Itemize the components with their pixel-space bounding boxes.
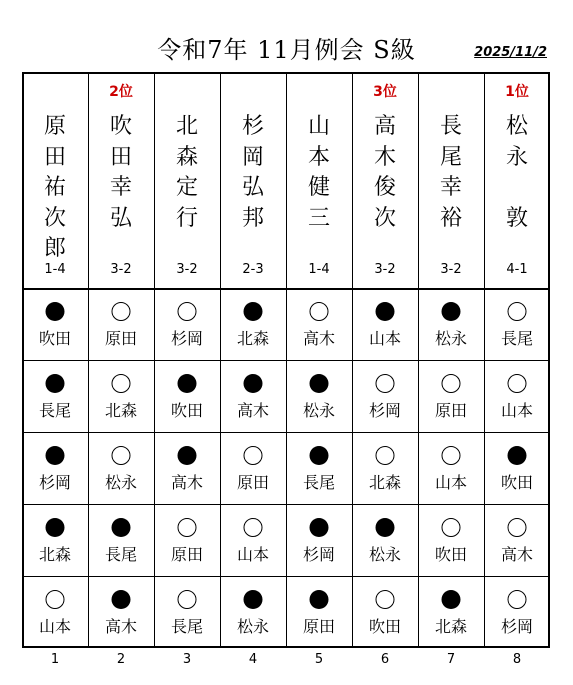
win-circle-icon: [178, 590, 197, 609]
player-name-char: 木: [373, 144, 396, 170]
loss-circle-icon: [46, 518, 65, 537]
opponent-name: 高木: [170, 473, 203, 492]
opponent-name: 原田: [170, 545, 203, 564]
loss-circle-icon: [442, 302, 461, 321]
player-score: 3-2: [440, 262, 462, 277]
player-name-char: 弘: [109, 205, 132, 231]
result-cell: [418, 504, 484, 576]
loss-circle-icon: [112, 590, 131, 609]
player-name-char: 次: [373, 205, 396, 231]
opponent-name: 長尾: [104, 545, 137, 564]
player-header: [484, 74, 550, 288]
player-header: [286, 74, 352, 288]
win-circle-icon: [112, 446, 131, 465]
result-cell: [220, 360, 286, 432]
player-name-char: 吹: [109, 114, 132, 139]
win-circle-icon: [376, 590, 395, 609]
player-name-char: 永: [505, 144, 528, 170]
win-circle-icon: [178, 518, 197, 537]
opponent-name: 長尾: [170, 617, 203, 636]
opponent-name: 杉岡: [368, 401, 401, 420]
opponent-name: 北森: [38, 545, 71, 564]
player-header: [418, 74, 484, 288]
result-cell: [484, 504, 550, 576]
opponent-name: 松永: [104, 473, 137, 492]
result-cell: [352, 360, 418, 432]
player-name-char: 定: [175, 175, 198, 200]
result-cell: [352, 504, 418, 576]
opponent-name: 原田: [104, 329, 137, 348]
opponent-name: 松永: [368, 545, 401, 564]
result-cell: [286, 360, 352, 432]
loss-circle-icon: [46, 446, 65, 465]
loss-circle-icon: [244, 590, 263, 609]
player-name-char: 北: [175, 114, 198, 139]
player-name: [220, 112, 286, 234]
opponent-name: 高木: [302, 329, 335, 348]
player-name-char: 杉: [241, 114, 264, 139]
player-score: 3-2: [374, 262, 396, 277]
column-number: 4: [248, 652, 258, 667]
opponent-name: 杉岡: [302, 545, 335, 564]
player-header: [88, 74, 154, 288]
player-header: [154, 74, 220, 288]
loss-circle-icon: [178, 374, 197, 393]
result-cell: [154, 504, 220, 576]
result-cell: [22, 504, 88, 576]
loss-circle-icon: [376, 302, 395, 321]
win-circle-icon: [112, 374, 131, 393]
opponent-name: 北森: [368, 473, 401, 492]
result-cell: [88, 288, 154, 360]
column-number: 3: [182, 652, 192, 667]
player-name-char: 敦: [505, 205, 528, 231]
player-name-char: 田: [109, 144, 132, 170]
player-name: [286, 112, 352, 234]
opponent-name: 松永: [302, 401, 335, 420]
player-name: [88, 112, 154, 234]
result-cell: [352, 432, 418, 504]
player-name-char: 邦: [241, 205, 264, 231]
player-name-char: 尾: [439, 144, 462, 170]
loss-circle-icon: [112, 518, 131, 537]
opponent-name: 吹田: [368, 617, 401, 636]
column-number: 1: [50, 652, 60, 667]
player-header: [22, 74, 88, 288]
result-cell: [418, 360, 484, 432]
player-name-char: 俊: [373, 175, 396, 200]
result-cell: [352, 288, 418, 360]
win-circle-icon: [376, 374, 395, 393]
opponent-name: 高木: [500, 545, 533, 564]
result-cell: [286, 432, 352, 504]
result-cell: [418, 432, 484, 504]
result-cell: [88, 360, 154, 432]
opponent-name: 北森: [236, 329, 269, 348]
opponent-name: 長尾: [38, 401, 71, 420]
opponent-name: 吹田: [170, 401, 203, 420]
result-cell: [220, 288, 286, 360]
opponent-name: 北森: [434, 617, 467, 636]
result-cell: [484, 288, 550, 360]
opponent-name: 長尾: [500, 329, 533, 348]
win-circle-icon: [46, 590, 65, 609]
result-cell: [88, 432, 154, 504]
player-name: [418, 112, 484, 234]
result-cell: [220, 432, 286, 504]
result-cell: [22, 288, 88, 360]
player-name-char: 山: [307, 114, 330, 139]
player-score: 3-2: [110, 262, 132, 277]
result-cell: [154, 360, 220, 432]
opponent-name: 高木: [236, 401, 269, 420]
loss-circle-icon: [310, 374, 329, 393]
win-circle-icon: [178, 302, 197, 321]
opponent-name: 杉岡: [500, 617, 533, 636]
result-cell: [154, 576, 220, 648]
player-name-char: 幸: [109, 175, 132, 200]
player-name: [352, 112, 418, 234]
column-number: 7: [446, 652, 456, 667]
result-cell: [484, 360, 550, 432]
loss-circle-icon: [46, 302, 65, 321]
event-date: 2025/11/2: [474, 45, 547, 60]
player-score: 3-2: [176, 262, 198, 277]
player-rank: 1位: [505, 84, 529, 100]
opponent-name: 山本: [38, 617, 71, 636]
player-name: [154, 112, 220, 234]
result-cell: [154, 288, 220, 360]
player-name: [22, 112, 88, 265]
player-name-char: 松: [505, 114, 528, 139]
opponent-name: 山本: [500, 401, 533, 420]
opponent-name: 北森: [104, 401, 137, 420]
player-score: 1-4: [308, 262, 330, 277]
loss-circle-icon: [244, 374, 263, 393]
win-circle-icon: [442, 374, 461, 393]
result-cell: [88, 504, 154, 576]
win-circle-icon: [508, 302, 527, 321]
loss-circle-icon: [376, 518, 395, 537]
result-cell: [418, 576, 484, 648]
column-number: 6: [380, 652, 390, 667]
player-name-char: 三: [307, 205, 330, 231]
loss-circle-icon: [178, 446, 197, 465]
loss-circle-icon: [310, 590, 329, 609]
opponent-name: 山本: [368, 329, 401, 348]
player-name-char: 長: [439, 114, 462, 139]
win-circle-icon: [508, 518, 527, 537]
win-circle-icon: [508, 374, 527, 393]
column-number: 5: [314, 652, 324, 667]
page-title: 令和7年 11月例会 S級: [157, 36, 416, 64]
column-number: 2: [116, 652, 126, 667]
result-cell: [286, 288, 352, 360]
result-cell: [220, 576, 286, 648]
player-name-char: 原: [43, 114, 66, 139]
player-name-char: 幸: [439, 175, 462, 200]
loss-circle-icon: [310, 446, 329, 465]
loss-circle-icon: [508, 446, 527, 465]
player-name-char: 裕: [439, 205, 462, 231]
win-circle-icon: [310, 302, 329, 321]
player-name-char: 岡: [241, 144, 264, 170]
player-name-char: 弘: [241, 175, 264, 200]
result-cell: [88, 576, 154, 648]
player-name-char: 森: [175, 144, 198, 170]
column-number: 8: [512, 652, 522, 667]
player-header: [352, 74, 418, 288]
opponent-name: 原田: [434, 401, 467, 420]
result-cell: [418, 288, 484, 360]
win-circle-icon: [508, 590, 527, 609]
player-score: 4-1: [506, 262, 528, 277]
opponent-name: 吹田: [38, 329, 71, 348]
player-name-char: 健: [307, 175, 330, 200]
loss-circle-icon: [442, 590, 461, 609]
win-circle-icon: [244, 446, 263, 465]
result-cell: [484, 432, 550, 504]
opponent-name: 杉岡: [38, 473, 71, 492]
opponent-name: 山本: [236, 545, 269, 564]
player-name-char: 祐: [43, 175, 66, 200]
loss-circle-icon: [244, 302, 263, 321]
player-rank: 3位: [373, 84, 397, 100]
result-cell: [22, 360, 88, 432]
player-name-char: 本: [307, 144, 330, 170]
opponent-name: 松永: [236, 617, 269, 636]
win-circle-icon: [442, 446, 461, 465]
result-cell: [286, 576, 352, 648]
win-circle-icon: [244, 518, 263, 537]
result-cell: [286, 504, 352, 576]
result-cell: [352, 576, 418, 648]
loss-circle-icon: [46, 374, 65, 393]
win-circle-icon: [112, 302, 131, 321]
result-cell: [484, 576, 550, 648]
player-score: 1-4: [44, 262, 66, 277]
player-name: [484, 112, 550, 234]
opponent-name: 松永: [434, 329, 467, 348]
win-circle-icon: [376, 446, 395, 465]
player-name-char: 郎: [43, 236, 66, 261]
opponent-name: 吹田: [434, 545, 467, 564]
loss-circle-icon: [310, 518, 329, 537]
opponent-name: 長尾: [302, 473, 335, 492]
player-score: 2-3: [242, 262, 264, 277]
player-name-char: 行: [175, 205, 198, 231]
player-name-char: 次: [43, 205, 66, 231]
player-name-char: 田: [43, 144, 66, 170]
player-header: [220, 74, 286, 288]
opponent-name: 吹田: [500, 473, 533, 492]
opponent-name: 高木: [104, 617, 137, 636]
win-circle-icon: [442, 518, 461, 537]
opponent-name: 原田: [236, 473, 269, 492]
opponent-name: 山本: [434, 473, 467, 492]
opponent-name: 原田: [302, 617, 335, 636]
result-cell: [154, 432, 220, 504]
result-cell: [220, 504, 286, 576]
result-cell: [22, 576, 88, 648]
player-name-char: 高: [373, 114, 396, 139]
opponent-name: 杉岡: [170, 329, 203, 348]
player-rank: 2位: [109, 84, 133, 100]
result-cell: [22, 432, 88, 504]
